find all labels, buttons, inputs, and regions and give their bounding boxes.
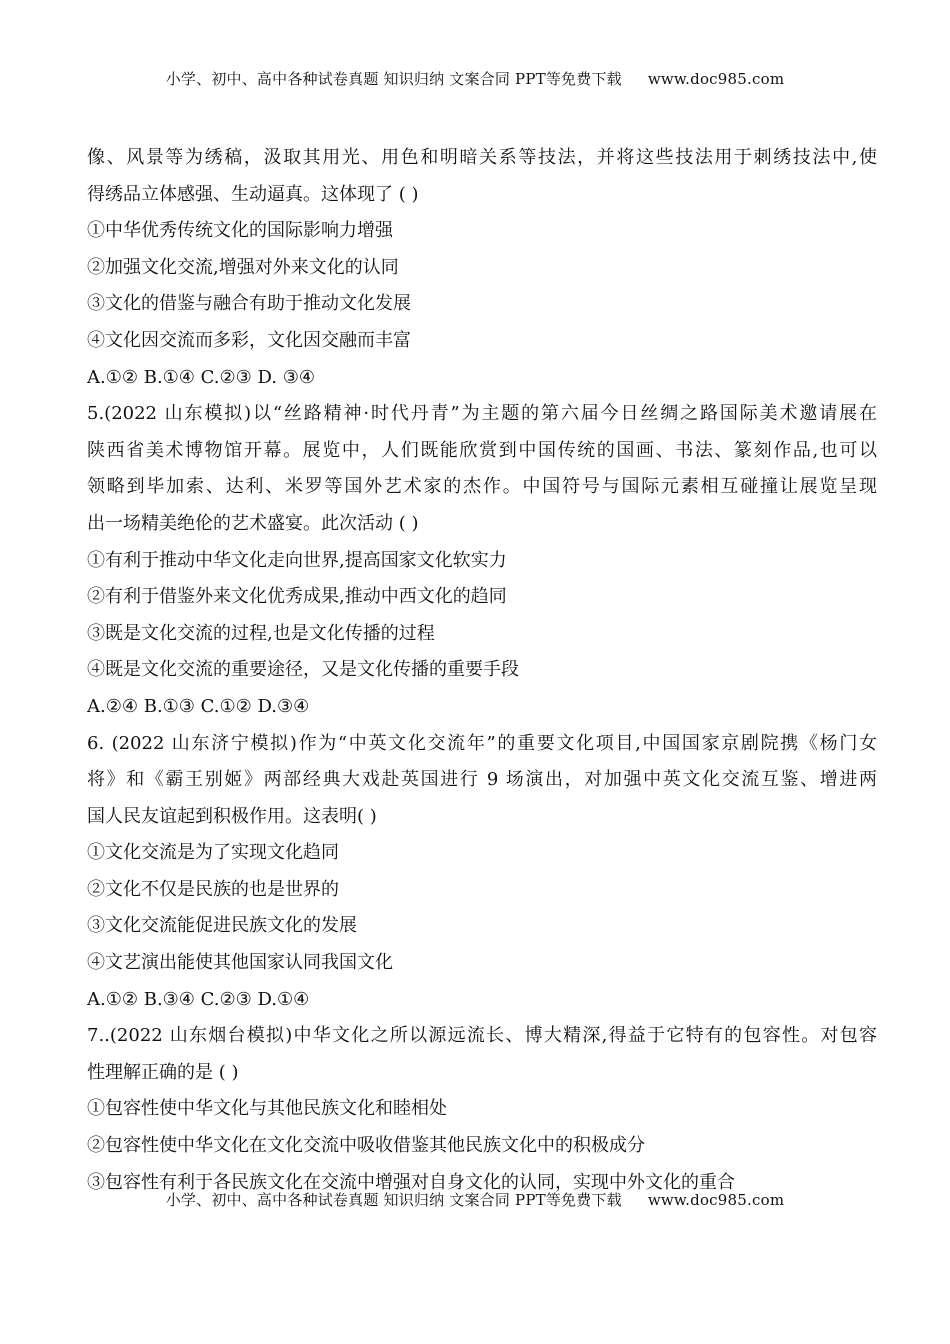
q7-option-1: ①包容性使中华文化与其他民族文化和睦相处 [87,1098,447,1120]
question-4 [87,140,877,396]
question-7 [87,1018,877,1201]
question-5 [87,396,877,725]
q5-stem-line-1: 5.(2022 山东模拟)以“丝路精神·时代丹青”为主题的第六届今日丝绸之路国际美术邀请展在 [87,403,877,425]
q4-stem-line-1: 像、风景等为绣稿，汲取其用光、用色和明暗关系等技法，并将这些技法用于刺绣技法中,使 [87,147,877,168]
page-footer [0,1189,950,1210]
q4-answer-choices: A.①② B.①④ C.②③ D. ③④ [87,366,316,388]
header-text: 小学、初中、高中各种试卷真题 知识归纳 文案合同 PPT等免费下载 [165,70,622,88]
footer-text: 小学、初中、高中各种试卷真题 知识归纳 文案合同 PPT等免费下载 [165,1191,622,1209]
q7-stem-line-1: 7..(2022 山东烟台模拟)中华文化之所以源远流长、博大精深,得益于它特有的包容性。对包容 [87,1025,877,1047]
q6-stem-line-3: 国人民友谊起到积极作用。这表明( ) [87,805,377,827]
question-6 [87,726,877,1019]
q5-option-2: ②有利于借鉴外来文化优秀成果,推动中西文化的趋同 [87,586,507,608]
q5-stem-line-4: 出一场精美绝伦的艺术盛宴。此次活动 ( ) [87,512,419,534]
q6-option-1: ①文化交流是为了实现文化趋同 [87,842,339,864]
q4-stem-line-2: 得绣品立体感强、生动逼真。这体现了 ( ) [87,183,419,205]
q6-stem-line-2: 将》和《霸王别姬》两部经典大戏赴英国进行 9 场演出，对加强中英文化交流互鉴、增进两 [87,769,877,791]
q5-stem-line-2: 陕西省美术博物馆开幕。展览中，人们既能欣赏到中国传统的国画、书法、篆刻作品,也可以 [87,439,877,461]
q6-option-3: ③文化交流能促进民族文化的发展 [87,915,357,937]
q4-option-3: ③文化的借鉴与融合有助于推动文化发展 [87,293,411,315]
q5-option-4: ④既是文化交流的重要途径，又是文化传播的重要手段 [87,659,519,681]
q5-answer-choices: A.②④ B.①③ C.①② D.③④ [87,695,310,717]
document-body [87,140,877,1201]
q7-option-2: ②包容性使中华文化在文化交流中吸收借鉴其他民族文化中的积极成分 [87,1135,645,1157]
q7-option-3: ③包容性有利于各民族文化在交流中增强对自身文化的认同，实现中外文化的重合 [87,1171,735,1193]
q4-option-4: ④文化因交流而多彩，文化因交融而丰富 [87,329,411,351]
q4-option-2: ②加强文化交流,增强对外来文化的认同 [87,256,399,278]
header-site: www.doc985.com [647,70,785,88]
q6-option-2: ②文化不仅是民族的也是世界的 [87,878,339,900]
q5-stem-line-3: 领略到毕加索、达利、米罗等国外艺术家的杰作。中国符号与国际元素相互碰撞让展览呈现 [87,476,877,498]
q6-stem-line-1: 6. (2022 山东济宁模拟)作为“中英文化交流年”的重要文化项目,中国国家京剧院携《杨门女 [87,732,877,754]
footer-site: www.doc985.com [647,1191,785,1209]
q5-option-1: ①有利于推动中华文化走向世界,提高国家文化软实力 [87,549,507,571]
q6-option-4: ④文艺演出能使其他国家认同我国文化 [87,952,393,974]
q4-option-1: ①中华优秀传统文化的国际影响力增强 [87,220,393,242]
q6-answer-choices: A.①② B.③④ C.②③ D.①④ [87,988,310,1010]
q5-option-3: ③既是文化交流的过程,也是文化传播的过程 [87,622,435,644]
q7-stem-line-2: 性理解正确的是 ( ) [87,1061,239,1083]
page-header [0,68,950,89]
